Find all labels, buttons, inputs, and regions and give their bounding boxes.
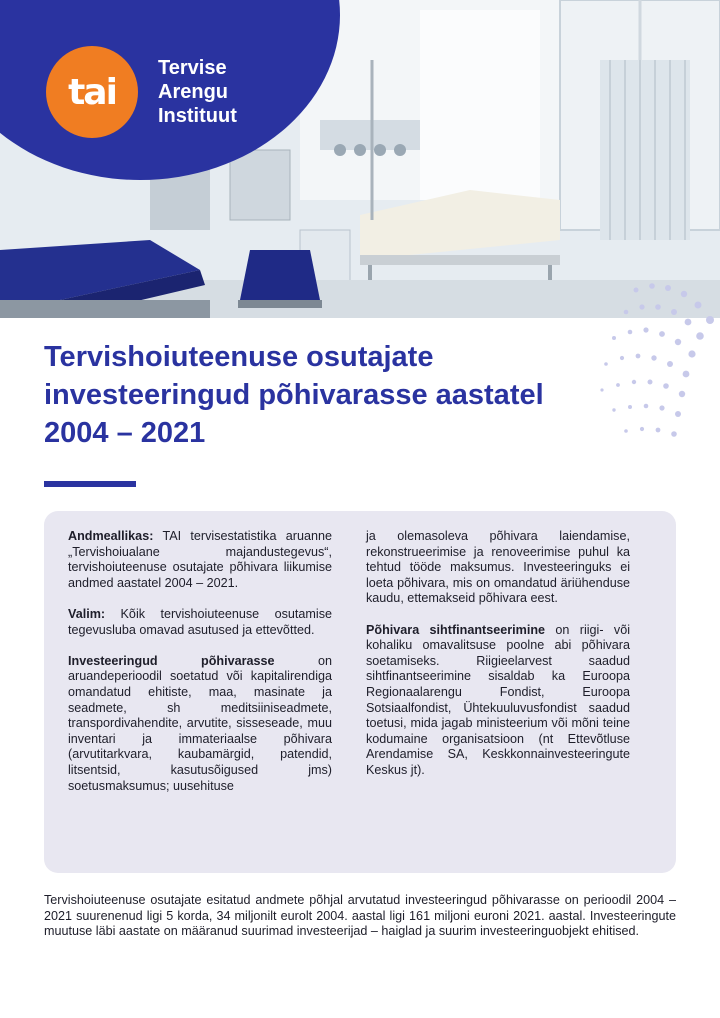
info-paragraph [366,529,630,607]
organization-name [158,56,237,128]
info-paragraph [68,529,332,591]
info-paragraph-heading: Põhivara sihtfinantseerimine [366,622,546,637]
info-paragraph-text: on riigi- või kohaliku omavalitsuse poolne abi põhivara soetamiseks. Riigieelarvest saadud sihtfinantseerimine sisaldab ka Euroopa Regionaalarengu Fondist, Euroopa Sotsiaalfondist, Ühtekuuluvusfondist saadud toetusi, mida jagab ministeerium või mõni teine kodumaine organisatsioon (nt Ettevõtluse Arendamise SA, Keskkonnainvesteeringute Keskus jt). [366,622,630,777]
info-paragraph [366,623,630,779]
info-column-left [68,529,332,810]
organization-name-line-1: Tervise [158,57,227,79]
info-paragraph [68,607,332,638]
title-underline [44,481,136,487]
info-column-right [366,529,630,794]
definitions-info-box [44,511,676,873]
info-paragraph-heading: Investeeringud põhivarasse [68,653,275,668]
info-paragraph-text: Kõik tervishoiuteenuse osutamise tegevusluba omavad asutused ja ettevõtted. [68,606,332,637]
info-paragraph-heading: Andmeallikas: [68,529,154,543]
organization-name-line-2: Arengu [158,81,228,103]
organization-name-line-3: Instituut [158,105,237,127]
info-paragraph [68,654,332,794]
info-paragraph-text: TAI tervisestatistika aruanne „Tervishoiualane majandustegevus“, tervishoiuteenuse osutajate põhivara liikumise andmed aastatel 2004 – 2021. [68,529,332,590]
info-paragraph-text: on aruandeperioodil soetatud või kapitalirendiga omandatud ehitiste, maa, masinate ja seadmete, sh meditsiiniseadmete, transpordivahendite, arvutite, sisseseade, muu inventari ja immateriaalse põhivara (arvutitarkvara, kaubamärgid, patendid, litsentsid, kasutusõigused jms) soetusmaksumus; uusehituse [68,653,332,793]
page-title: Tervishoiuteenuse osutajate investeeringud põhivarasse aastatel 2004 – 2021 [44,341,544,449]
tai-logo-text: tai [68,71,116,113]
info-paragraph-heading: Valim: [68,606,106,621]
summary-paragraph: Tervishoiuteenuse osutajate esitatud andmete põhjal arvutatud investeeringud põhivarasse on perioodil 2004 – 2021 suurenenud ligi 5 korda, 34 miljonilt eurolt 2004. aastal ligi 161 miljoni euroni 2021. aastal. Investeeringute muutuse läbi aastate on määranud suurimad investeerijad – haiglad ja suurim investeeringuobjekt ehitised. [44,893,676,939]
info-paragraph-text: ja olemasoleva põhivara laiendamise, rekonstrueerimise ja renoveerimise puhul ka tehtud tööde maksumus. Investeeringuks ei loeta põhivara, mis on omandatud äriühenduse kaudu, ettemakseid põhivara eest. [366,529,630,606]
tai-logo-badge [46,46,138,138]
